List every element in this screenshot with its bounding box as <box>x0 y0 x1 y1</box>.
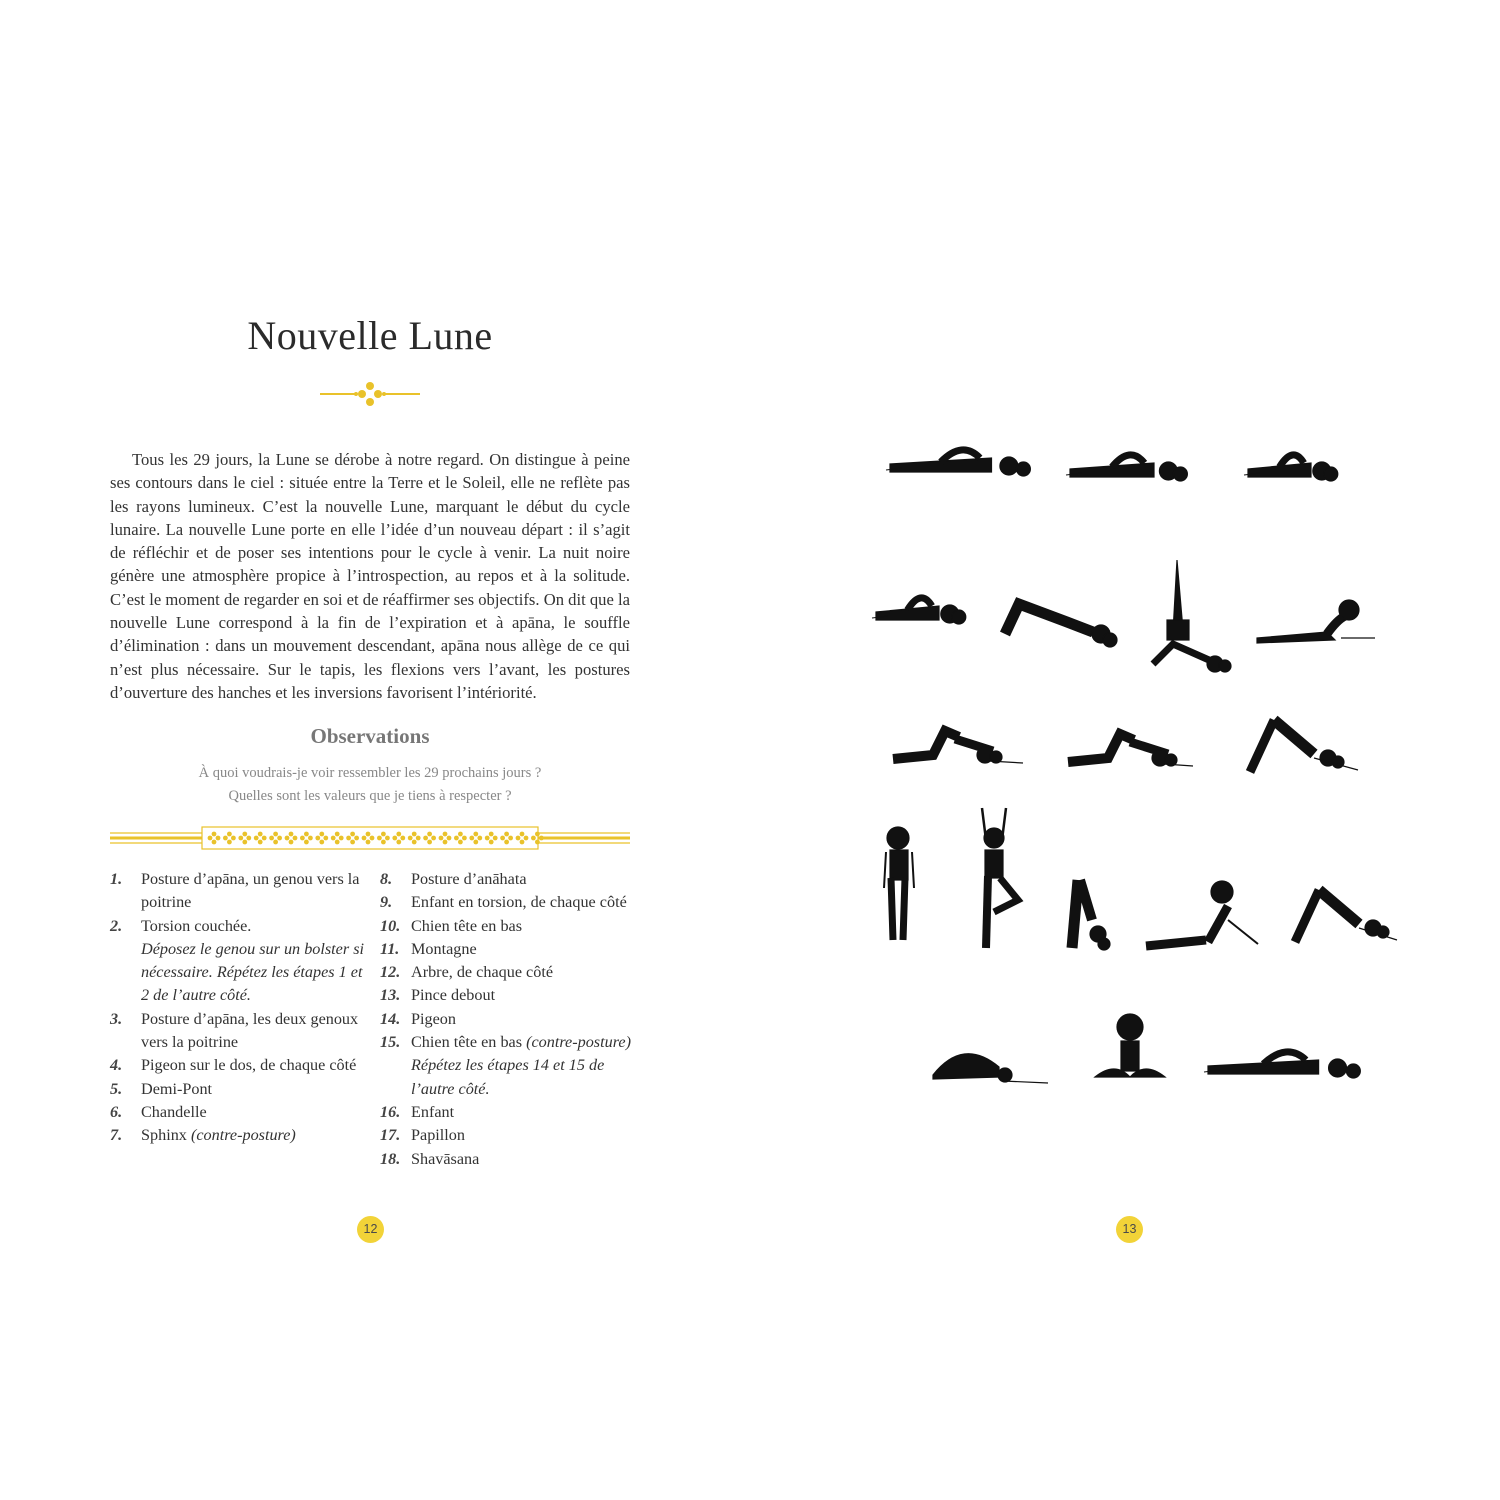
step-text: Posture d’apāna, un genou vers la poitrine <box>141 870 360 912</box>
step-text: Pince debout <box>411 986 496 1005</box>
step-text: Chien tête en bas <box>411 1033 527 1052</box>
step-number: 13. <box>380 986 401 1005</box>
butterfly-icon <box>1095 1014 1165 1077</box>
ornamental-divider-icon <box>110 825 630 851</box>
supine-twist-icon <box>1066 455 1187 481</box>
step-note: (contre-posture) <box>190 1126 296 1145</box>
step-text: Pigeon <box>411 1009 456 1028</box>
observations-heading: Observations <box>310 724 430 748</box>
step-number: 8. <box>380 870 393 888</box>
step-text: Montagne <box>411 939 477 958</box>
step-number: 12. <box>380 963 401 982</box>
step-number: 10. <box>380 916 401 935</box>
step-text: Chien tête en bas <box>411 916 523 935</box>
observation-question-2: Quelles sont les valeurs que je tiens à respecter ? <box>228 788 512 804</box>
step-item <box>110 1101 370 1124</box>
step-item <box>380 891 640 914</box>
step-number: 1. <box>110 870 123 888</box>
step-item <box>110 1054 370 1077</box>
step-item <box>380 961 640 984</box>
pigeon-icon <box>1146 881 1258 946</box>
step-text: Torsion couchée. <box>141 916 252 935</box>
steps-list-column-1 <box>110 868 370 1148</box>
step-text: Shavāsana <box>411 1149 480 1168</box>
step-number: 11. <box>380 939 400 958</box>
step-item <box>380 915 640 938</box>
pose-sequence-illustration <box>750 0 1500 1500</box>
right-page <box>750 0 1500 1500</box>
step-item <box>380 1031 640 1101</box>
step-item <box>380 1008 640 1031</box>
step-number: 6. <box>110 1102 123 1121</box>
title-ornament-icon <box>318 380 422 408</box>
supine-pigeon-icon <box>872 598 966 624</box>
shoulder-stand-icon <box>1153 560 1231 672</box>
downward-dog-counter-icon <box>1295 890 1397 942</box>
step-item <box>380 1101 640 1124</box>
apana-one-knee-icon <box>886 450 1030 476</box>
shavasana-icon <box>1204 1052 1360 1078</box>
step-text: Pigeon sur le dos, de chaque côté <box>141 1056 357 1075</box>
step-number: 15. <box>380 1033 401 1052</box>
step-number: 4. <box>110 1056 123 1075</box>
step-text: Sphinx <box>141 1126 191 1145</box>
step-item <box>380 868 640 891</box>
observation-question-1: À quoi voudrais-je voir ressembler les 29 prochains jours ? <box>198 765 542 781</box>
tree-icon <box>982 808 1018 948</box>
steps-list-column-2 <box>380 868 640 1171</box>
sphinx-icon <box>1257 600 1375 643</box>
step-text: Arbre, de chaque côté <box>411 963 554 982</box>
page-title: Nouvelle Lune <box>247 313 493 358</box>
page-number-right: 13 <box>1116 1216 1143 1243</box>
step-note: Déposez le genou sur un bolster si nécessaire. Répétez les étapes 1 et 2 de l’autre côté. <box>141 939 365 1005</box>
step-item <box>380 984 640 1007</box>
half-bridge-icon <box>1005 604 1117 647</box>
step-number: 16. <box>380 1102 401 1121</box>
step-text: Enfant <box>411 1102 455 1121</box>
step-item <box>110 1124 370 1147</box>
step-number: 5. <box>110 1079 123 1098</box>
mountain-icon <box>884 827 914 940</box>
step-text: Enfant en torsion, de chaque côté <box>411 893 627 912</box>
downward-dog-icon <box>1250 720 1358 772</box>
step-text: Demi-Pont <box>141 1079 213 1098</box>
anahata-icon <box>893 731 1023 763</box>
step-note: (contre-posture) Répétez les étapes 14 et 15 de l’autre côté. <box>411 1033 631 1098</box>
step-item <box>110 868 370 915</box>
step-number: 18. <box>380 1149 401 1168</box>
step-text: Chandelle <box>141 1102 207 1121</box>
step-text: Papillon <box>411 1126 465 1145</box>
step-item <box>380 1124 640 1147</box>
step-number: 3. <box>110 1009 123 1028</box>
child-twist-icon <box>1068 734 1193 766</box>
step-number: 14. <box>380 1009 401 1028</box>
apana-both-knees-icon <box>1244 455 1338 481</box>
step-number: 17. <box>380 1126 401 1145</box>
step-item <box>380 938 640 961</box>
child-icon <box>933 1054 1048 1083</box>
intro-paragraph: Tous les 29 jours, la Lune se dérobe à notre regard. On distingue à peine ses contours dans le ciel : située entre la Terre et le Soleil, elle ne reflète pas les rayons lumineux. C’est la nouvelle Lune, marquant le début du cycle lunaire. La nouvelle Lune porte en elle l’idée d’un nouveau départ : il s’agit de réfléchir et de poser ses intentions pour le cycle à venir. La nuit noire génère une atmosphère propice à l’introspection, au repos et à la solitude. C’est le moment de regarder en soi et de réaffirmer ses objectifs. On dit que la nouvelle Lune correspond à la fin de l’expiration et à apāna, le souffle d’élimination : dans un mouvement descendant, apāna nous allège de ce qui n’est plus nécessaire. Sur le tapis, les flexions vers l’avant, les postures d’ouverture des hanches et les inversions favorisent l’intériorité. <box>110 450 630 702</box>
step-item <box>380 1148 640 1171</box>
step-number: 7. <box>110 1126 123 1145</box>
standing-forward-fold-icon <box>1072 880 1110 950</box>
step-item <box>110 1078 370 1101</box>
page-number-left: 12 <box>357 1216 384 1243</box>
step-item <box>110 1008 370 1055</box>
step-text: Posture d’apāna, les deux genoux vers la poitrine <box>141 1009 359 1052</box>
step-number: 2. <box>110 916 123 935</box>
step-item <box>110 915 370 1008</box>
step-number: 9. <box>380 893 393 912</box>
step-text: Posture d’anāhata <box>411 870 527 888</box>
